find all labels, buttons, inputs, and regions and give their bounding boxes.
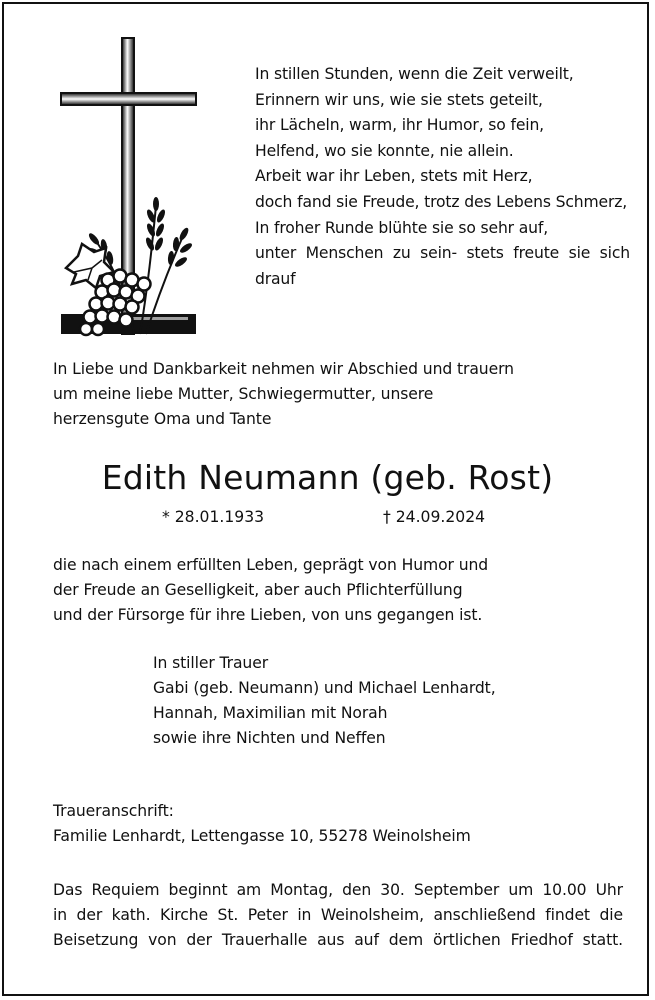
poem-line: drauf	[255, 269, 296, 288]
service-announcement	[53, 878, 623, 953]
poem-line: In froher Runde blühte sie so sehr auf,	[255, 218, 549, 237]
life-description	[53, 553, 488, 628]
address-line: Familie Lenhardt, Lettengasse 10, 55278 Weinolsheim	[53, 827, 471, 845]
description-line: die nach einem erfüllten Leben, geprägt von Humor und	[53, 556, 489, 574]
poem-line: unter Menschen zu sein- stets freute sie sich	[255, 244, 630, 263]
intro-line: In Liebe und Dankbarkeit nehmen wir Abschied und trauern	[53, 360, 514, 378]
mourners-line: sowie ihre Nichten und Neffen	[153, 729, 386, 747]
poem-line: In stillen Stunden, wenn die Zeit verweilt,	[255, 65, 574, 83]
mourners-list	[153, 651, 496, 751]
intro-line: herzensgute Oma und Tante	[53, 410, 272, 428]
description-line: der Freude an Geselligkeit, aber auch Pflichterfüllung	[53, 581, 463, 599]
service-line: Das Requiem beginnt am Montag, den 30. September um 10.00 Uhr	[53, 881, 623, 899]
mourners-line: In stiller Trauer	[153, 654, 269, 672]
poem-line: ihr Lächeln, warm, ihr Humor, so fein,	[255, 116, 544, 135]
memorial-poem	[255, 62, 635, 292]
poem-line: doch fand sie Freude, trotz des Lebens Schmerz,	[255, 192, 628, 211]
birth-date: * 28.01.1933	[162, 508, 265, 526]
poem-line: Arbeit war ihr Leben, stets mit Herz,	[255, 167, 533, 186]
poem-line: Erinnern wir uns, wie sie stets geteilt,	[255, 90, 543, 109]
intro-line: um meine liebe Mutter, Schwiegermutter, unsere	[53, 385, 434, 403]
farewell-intro	[53, 357, 514, 432]
description-line: und der Fürsorge für ihre Lieben, von uns gegangen ist.	[53, 606, 483, 624]
mourning-address	[53, 799, 471, 849]
deceased-name: Edith Neumann (geb. Rost)	[101, 458, 554, 497]
service-line: Beisetzung von der Trauerhalle aus auf dem örtlichen Friedhof statt.	[53, 931, 623, 949]
address-label: Traueranschrift:	[53, 802, 174, 820]
mourners-line: Hannah, Maximilian mit Norah	[153, 704, 388, 722]
poem-line: Helfend, wo sie konnte, nie allein.	[255, 141, 514, 160]
cross-grapes-wheat-icon	[58, 36, 208, 346]
mourners-line: Gabi (geb. Neumann) und Michael Lenhardt,	[153, 679, 496, 697]
service-line: in der kath. Kirche St. Peter in Weinolsheim, anschließend findet die	[53, 906, 623, 924]
death-date: † 24.09.2024	[383, 508, 486, 526]
